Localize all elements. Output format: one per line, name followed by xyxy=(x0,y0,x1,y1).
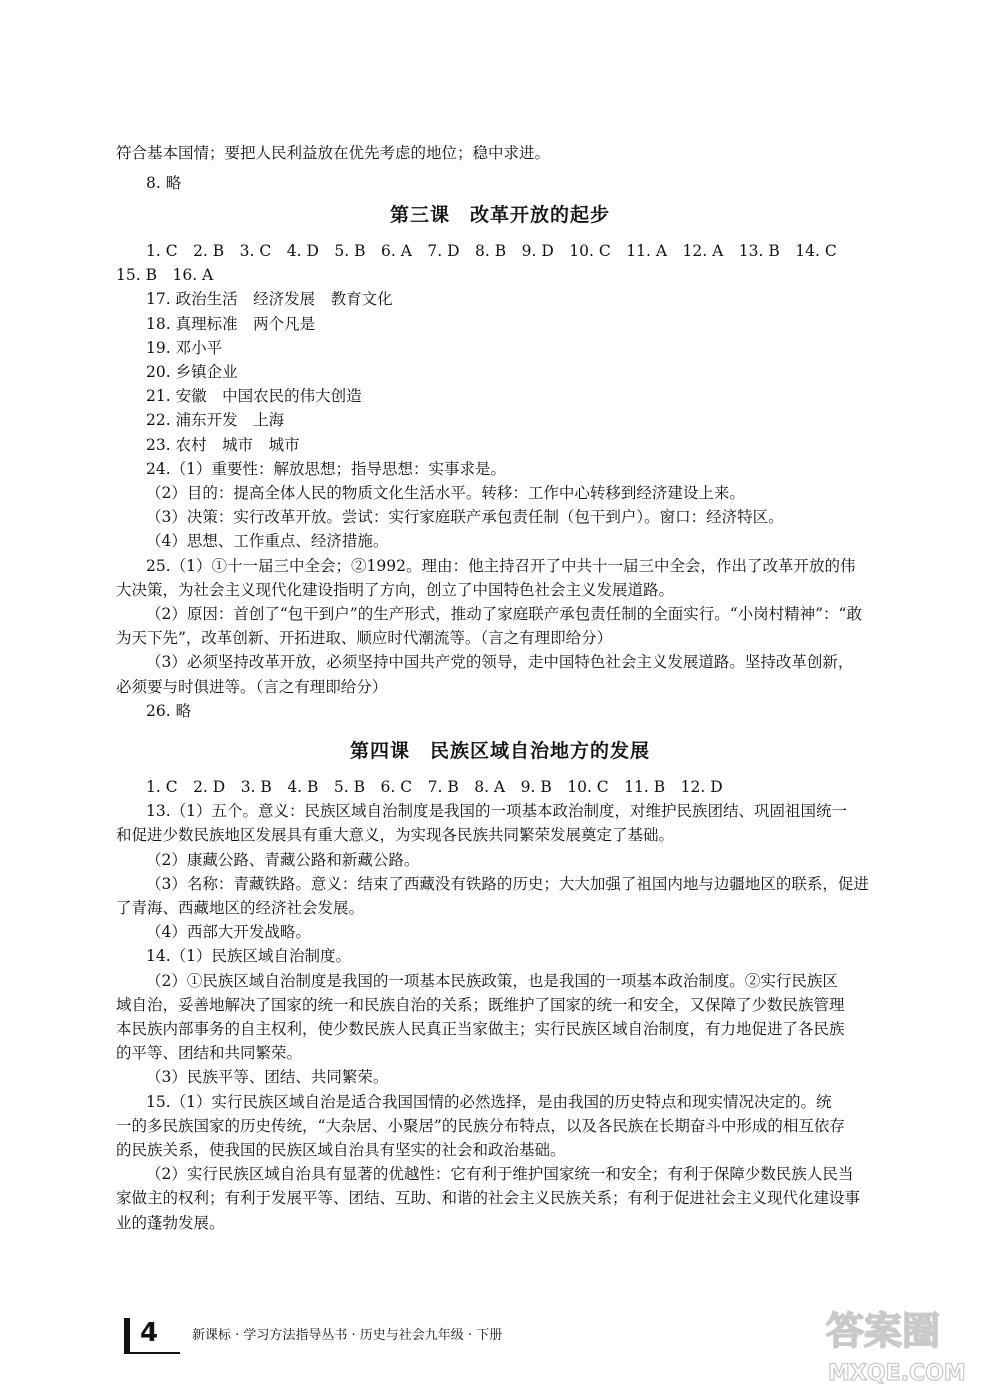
text-line: 13.（1）五个。意义：民族区域自治制度是我国的一项基本政治制度，对维护民族团结、巩固祖国统一 xyxy=(146,802,848,821)
text-line: 本民族内部事务的自主权利，使少数民族人民真正当家做主；实行民族区域自治制度，有力地促进了各民族 xyxy=(116,1020,845,1038)
text-line: 域自治，妥善地解决了国家的统一和民族自治的关系；既维护了国家的统一和安全，又保障了少数民族管理 xyxy=(116,995,845,1014)
text-line: 大决策，为社会主义现代化建设指明了方向，创立了中国特色社会主义发展道路。 xyxy=(116,580,675,599)
text-line: 18. 真理标准 两个凡是 xyxy=(146,314,316,333)
text-line: （2）①民族区域自治制度是我国的一项基本民族政策，也是我国的一项基本政治制度。②实行民族区 xyxy=(146,971,838,990)
text-line: 和促进少数民族地区发展具有重大意义，为实现各民族共同繁荣发展奠定了基础。 xyxy=(116,826,675,845)
text-line: （3）民族平等、团结、共同繁荣。 xyxy=(146,1068,389,1087)
text-line: 22. 浦东开发 上海 xyxy=(146,411,285,430)
text-line: 符合基本国情；要把人民利益放在优先考虑的地位；稳中求进。 xyxy=(116,144,551,162)
text-line: （3）名称：青藏铁路。意义：结束了西藏没有铁路的历史；大大加强了祖国内地与边疆地区的联系，促进 xyxy=(146,874,869,893)
text-line: 20. 乡镇企业 xyxy=(146,363,238,381)
text-line: 15. B 16. A xyxy=(116,266,214,285)
text-line: 24.（1）重要性：解放思想；指导思想：实事求是。 xyxy=(146,459,507,478)
text-line: （4）西部大开发战略。 xyxy=(146,923,311,942)
text-line: 一的多民族国家的历史传统，“大杂居、小聚居”的民族分布特点，以及各民族在长期奋斗中形成的相互依存 xyxy=(116,1116,845,1135)
text-line: （3）必须坚持改革开放，必须坚持中国共产党的领导，走中国特色社会主义发展道路。坚持改革创新， xyxy=(146,653,854,672)
text-line: 14.（1）民族区域自治制度。 xyxy=(146,947,352,966)
text-line: 1. C 2. D 3. B 4. B 5. B 6. C 7. B 8. A 9. B 10. C 11. B 12. D xyxy=(146,778,723,796)
text-line: 15.（1）实行民族区域自治是适合我国国情的必然选择，是由我国的历史特点和现实情况决定的。统 xyxy=(146,1092,832,1111)
text-line: 25.（1）①十一届三中全会；②1992。理由：他主持召开了中共十一届三中全会，作出了改革开放的伟 xyxy=(146,556,856,575)
heading-lesson-3: 第三课 改革开放的起步 xyxy=(389,204,610,226)
text-line: （4）思想、工作重点、经济措施。 xyxy=(146,532,389,551)
text-line: 为天下先”，改革创新、开拓进取、顺应时代潮流等。（言之有理即给分） xyxy=(116,629,613,648)
text-line: （3）决策：实行改革开放。尝试：实行家庭联产承包责任制（包干到户）。窗口：经济特区。 xyxy=(146,508,784,527)
text-line: 1. C 2. B 3. C 4. D 5. B 6. A 7. D 8. B 9. D 10. C 11. A 12. A 13. B 14. C xyxy=(146,242,837,260)
text-line: （2）目的：提高全体人民的物质文化生活水平。转移：工作中心转移到经济建设上来。 xyxy=(146,484,745,502)
text-line: 8. 略 xyxy=(146,174,182,192)
page-number: 4 xyxy=(140,1318,159,1348)
text-line: （2）康藏公路、青藏公路和新藏公路。 xyxy=(146,850,420,869)
text-line: 的平等、团结和共同繁荣。 xyxy=(116,1044,303,1063)
watermark-text: 答案圈 xyxy=(826,1309,941,1353)
text-line: 业的蓬勃发展。 xyxy=(116,1213,225,1232)
watermark-logo xyxy=(822,1300,982,1384)
text-line: 家做主的权利；有利于发展平等、团结、互助、和谐的社会主义民族关系；有利于促进社会主义现代化建设事 xyxy=(116,1189,861,1208)
heading-lesson-4: 第四课 民族区域自治地方的发展 xyxy=(349,740,650,762)
text-line: 的民族关系，使我国的民族区域自治具有坚实的社会和政治基础。 xyxy=(116,1141,566,1159)
series-title: 新课标 · 学习方法指导丛书 · 历史与社会九年级 · 下册 xyxy=(192,1328,503,1343)
text-line: 26. 略 xyxy=(146,701,192,720)
text-line: 19. 邓小平 xyxy=(146,338,223,357)
text-line: 了青海、西藏地区的经济社会发展。 xyxy=(116,899,365,917)
text-line: （2）原因：首创了“包干到户”的生产形式，推动了家庭联产承包责任制的全面实行。“小岗村精神”：“敢 xyxy=(146,605,862,623)
text-line: 必须要与时俱进等。（言之有理即给分） xyxy=(116,677,388,696)
text-line: 23. 农村 城市 城市 xyxy=(146,435,300,454)
text-line: （2）实行民族区域自治具有显著的优越性：它有利于维护国家统一和安全；有利于保障少数民族人民当 xyxy=(146,1165,854,1184)
footer-rule xyxy=(124,1352,180,1354)
watermark-url: MXQE.COM xyxy=(828,1361,966,1384)
text-line: 21. 安徽 中国农民的伟大创造 xyxy=(146,387,362,406)
footer-bar xyxy=(124,1318,130,1354)
text-line: 17. 政治生活 经济发展 教育文化 xyxy=(146,290,393,309)
